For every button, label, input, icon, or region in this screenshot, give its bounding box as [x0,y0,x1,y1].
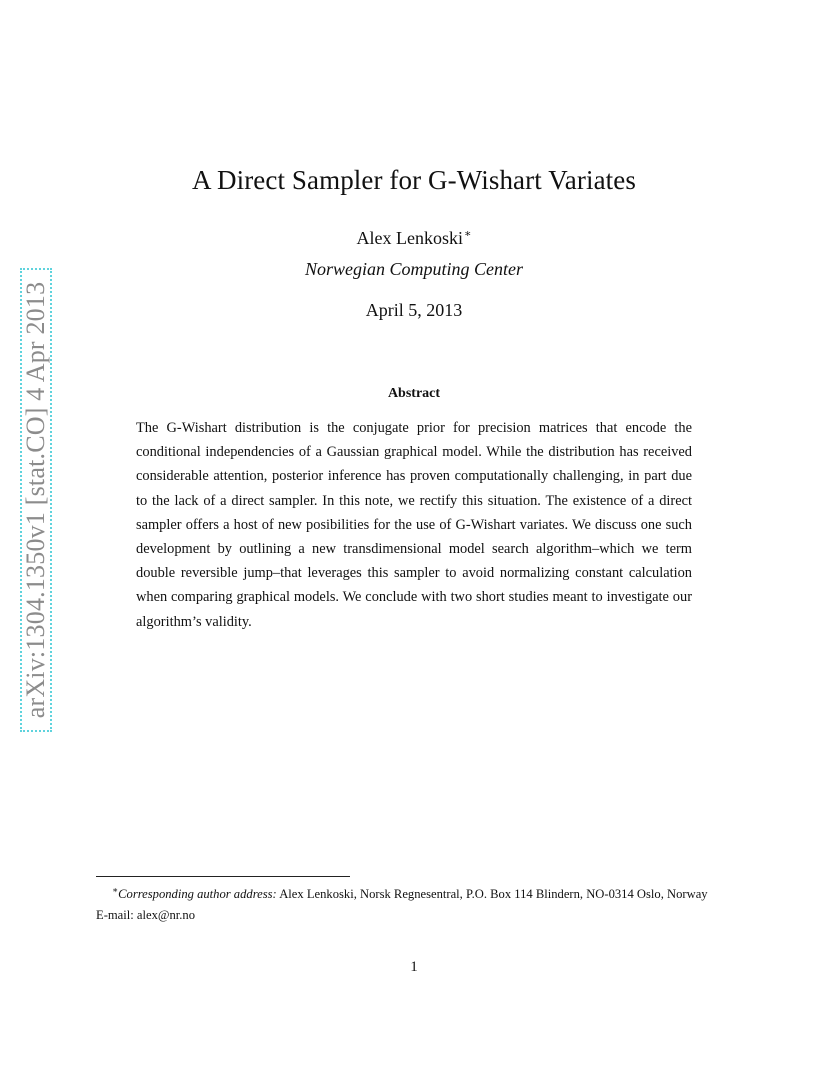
author-line [0,227,828,249]
footnote-email: E-mail: alex@nr.no [96,908,196,922]
footnote-address-block [96,880,736,905]
page-number: 1 [410,959,418,975]
arxiv-stamp [20,268,52,732]
footnote-rule [96,876,350,877]
abstract-heading: Abstract [387,386,441,401]
author-affiliation: Norwegian Computing Center [304,259,523,279]
footnote [96,880,736,926]
paper-title: A Direct Sampler for G-Wishart Variates [192,165,636,195]
arxiv-identifier: arXiv:1304.1350v1 [stat.CO] 4 Apr 2013 [21,281,50,719]
author-footnote-mark: ∗ [464,228,472,240]
footnote-label: Corresponding author address: [118,887,277,901]
author-name: Alex Lenkoski [356,228,463,248]
footnote-address: Alex Lenkoski, Norsk Regnesentral, P.O. Box 114 Blindern, NO-0314 Oslo, Norway [279,887,708,901]
abstract-body: The G-Wishart distribution is the conjugate prior for precision matrices that encode the conditional independencies of a Gaussian graphical model. While the distribution has received considerable attention, posterior inference has proven computationally challenging, in part due to the lack of a direct sampler. In this note, we rectify this situation. The existence of a direct sampler offers a host of new posibilities for the use of G-Wishart variates. We discuss one such development by outlining a new transdimensional model search algorithm–which we term double reversible jump–that leverages this sampler to avoid normalizing constant calculation when comparing graphical models. We conclude with two short studies meant to investigate our algorithm’s validity. [136,420,692,630]
footnote-mark: ∗ [112,885,119,895]
paper-date: April 5, 2013 [365,300,463,320]
